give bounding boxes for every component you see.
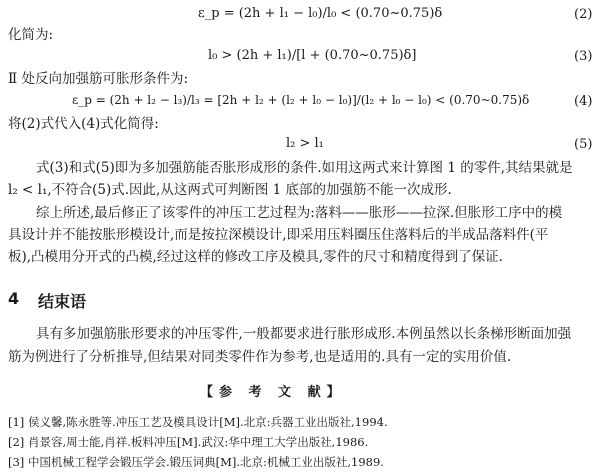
equation-5: l₂ > l₁ xyxy=(286,136,324,151)
reference-item: [3] 中国机械工程学会锻压学会.锻压词典[M].北京:机械工业出版社,1989. xyxy=(8,455,384,469)
reference-item: [1] 侯义馨,陈永胜等.冲压工艺及模具设计[M].北京:兵器工业出版社,1994. xyxy=(8,415,388,429)
equation-4-number: (4) xyxy=(574,94,593,109)
paragraph-2-line-1: 综上所述,最后修正了该零件的冲压工艺过程为:落料——胀形——拉深.但胀形工序中的模 xyxy=(36,205,563,221)
equation-3-number: (3) xyxy=(574,49,593,64)
references-heading: 【参 考 文 献】 xyxy=(200,385,346,400)
simplify-line: 化简为: xyxy=(8,27,54,43)
equation-2: ε_p = (2h + l₁ − l₀)/l₀ < (0.70~0.75)δ xyxy=(198,6,443,21)
condition-II-line: Ⅱ 处反向加强筋可胀形条件为: xyxy=(8,71,189,87)
equation-4: ε_p = (2h + l₂ − l₃)/l₃ = [2h + l₂ + (l₂ + l₀ − l₀)]/(l₂ + l₀ − l₀) < (0.70~0.75)δ xyxy=(72,93,530,107)
substitute-line: 将(2)式代入(4)式化简得: xyxy=(8,116,159,132)
equation-3: l₀ > (2h + l₁)/[l + (0.70~0.75)δ] xyxy=(208,48,417,63)
paragraph-2-line-3: 板),凸模用分开式的凸模,经过这样的修改工序及模具,零件的尺寸和精度得到了保证. xyxy=(8,249,503,265)
equation-5-number: (5) xyxy=(574,137,593,152)
conclusion-line-1: 具有多加强筋胀形要求的冲压零件,一般都要求进行胀形成形.本例虽然以长条梯形断面加强 xyxy=(36,326,572,342)
paragraph-1-line-2: l₂ < l₁,不符合(5)式.因此,从这两式可判断图 1 底部的加强筋不能一次成形. xyxy=(8,182,452,198)
section-4-number: 4 xyxy=(8,289,20,308)
paragraph-2-line-2: 具设计并不能按胀形模设计,而是按拉深模设计,即采用压料圈压住落料后的半成品落料件(平 xyxy=(8,227,549,243)
equation-2-number: (2) xyxy=(574,7,593,22)
conclusion-line-2: 筋为例进行了分析推导,但结果对同类零件作为参考,也是适用的.具有一定的实用价值. xyxy=(8,349,512,365)
paragraph-1-line-1: 式(3)和式(5)即为多加强筋能否胀形成形的条件.如用这两式来计算图 1 的零件,其结果就是 xyxy=(36,160,573,176)
reference-item: [2] 肖景容,周士能,肖祥.板料冲压[M].武汉:华中理工大学出版社,1986. xyxy=(8,435,369,449)
section-4-title: 结束语 xyxy=(38,292,87,311)
